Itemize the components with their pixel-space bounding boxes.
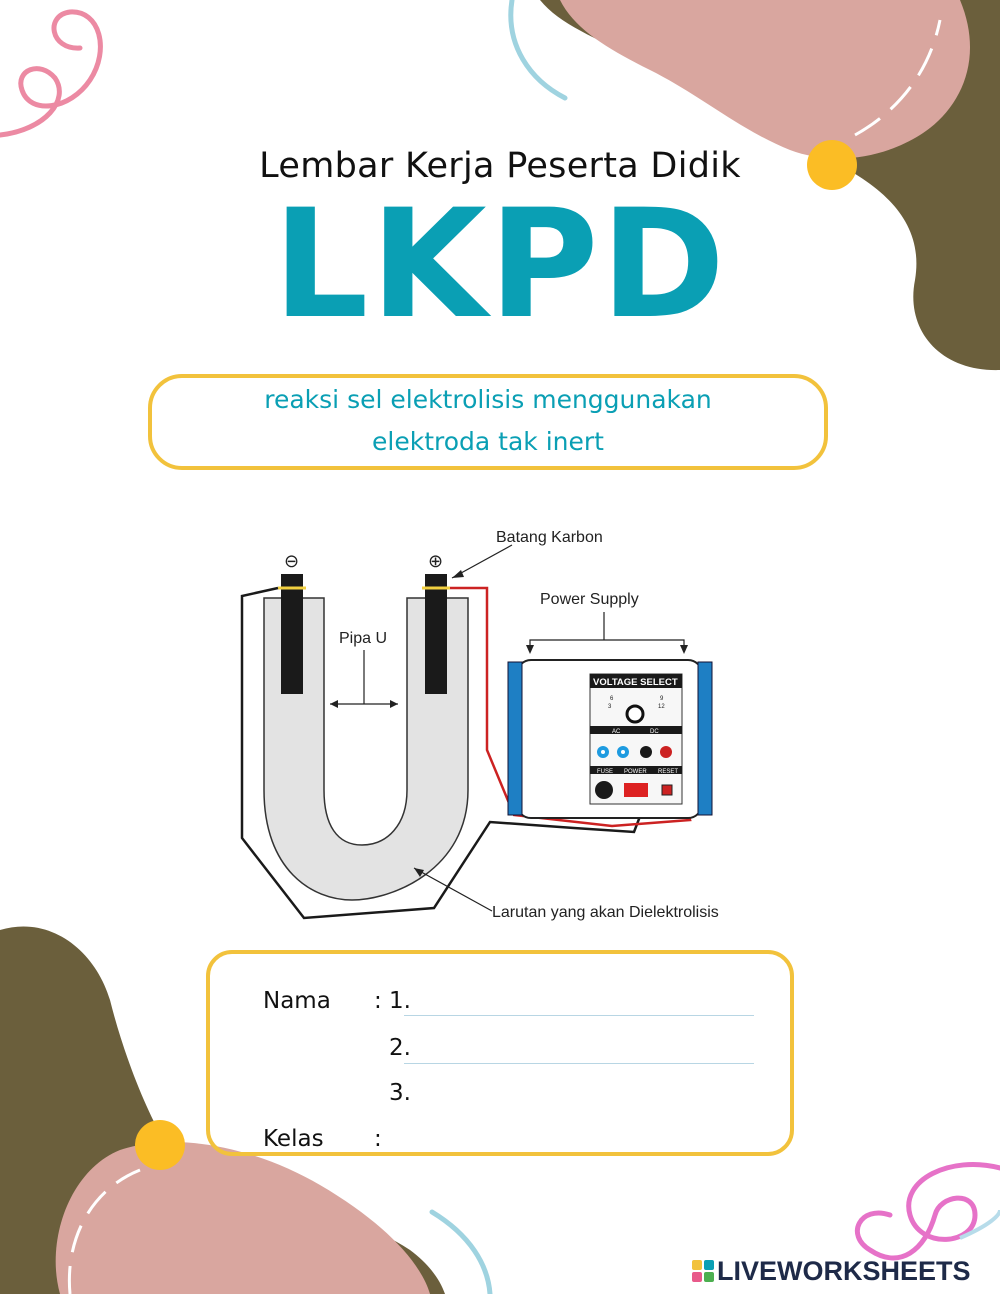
- topic-line-1: reaksi sel elektrolisis menggunakan: [264, 385, 712, 414]
- name-item-3: 3.: [389, 1080, 411, 1106]
- svg-text:3: 3: [608, 704, 612, 710]
- name-label: Nama: [263, 988, 331, 1014]
- top-right-pink-blob: [560, 0, 970, 158]
- voltage-select-label: VOLTAGE SELECT: [593, 677, 678, 688]
- bottom-right-pink-swirl: [857, 1165, 1000, 1258]
- electrolysis-diagram: [212, 490, 796, 922]
- document-subtitle: Lembar Kerja Peserta Didik: [259, 146, 741, 186]
- u-tube-label: Pipa U: [339, 630, 388, 647]
- cathode-rod: [281, 574, 303, 694]
- svg-text:RESET: RESET: [658, 769, 679, 775]
- fuse-holder: [595, 781, 613, 799]
- power-supply-left-side: [508, 662, 522, 815]
- class-label: Kelas: [263, 1126, 324, 1152]
- carbon-rod-label: Batang Karbon: [496, 529, 603, 546]
- class-colon: :: [374, 1126, 382, 1152]
- solution-label: Larutan yang akan Dielektrolisis: [492, 904, 719, 921]
- anode-rod: [425, 574, 447, 694]
- topic-line-2: elektroda tak inert: [372, 427, 604, 456]
- power-supply-label: Power Supply: [540, 591, 639, 608]
- name-item-1: 1.: [389, 988, 411, 1014]
- top-left-pink-swirl: [0, 12, 100, 135]
- plus-sign: ⊕: [428, 551, 444, 571]
- power-switch: [624, 783, 648, 797]
- black-terminal: [640, 746, 652, 758]
- brand-name: LIVEWORKSHEETS: [717, 1255, 971, 1286]
- svg-text:9: 9: [660, 696, 664, 702]
- minus-sign: ⊖: [284, 551, 300, 571]
- name-item-2: 2.: [389, 1035, 411, 1061]
- name-colon: :: [374, 988, 382, 1014]
- svg-text:FUSE: FUSE: [597, 769, 614, 775]
- liveworksheets-logo-icon: [692, 1260, 714, 1282]
- name-line-1[interactable]: [404, 1015, 754, 1016]
- bottom-yellow-dot: [135, 1120, 185, 1170]
- name-line-2[interactable]: [404, 1063, 754, 1064]
- svg-text:12: 12: [658, 704, 665, 710]
- svg-text:AC: AC: [612, 729, 621, 735]
- voltage-knob: [627, 706, 643, 722]
- svg-text:DC: DC: [650, 729, 659, 735]
- bottom-left-pink-blob: [56, 1142, 430, 1294]
- liveworksheets-brand[interactable]: [692, 1256, 971, 1286]
- power-supply-right-side: [698, 662, 712, 815]
- svg-text:POWER: POWER: [624, 769, 647, 775]
- red-terminal: [660, 746, 672, 758]
- bottom-right-blue-swirl: [960, 1210, 1000, 1238]
- bottom-blue-arc: [432, 1212, 490, 1294]
- document-title: LKPD: [272, 178, 728, 352]
- reset-button: [662, 785, 672, 795]
- svg-text:6: 6: [610, 696, 614, 702]
